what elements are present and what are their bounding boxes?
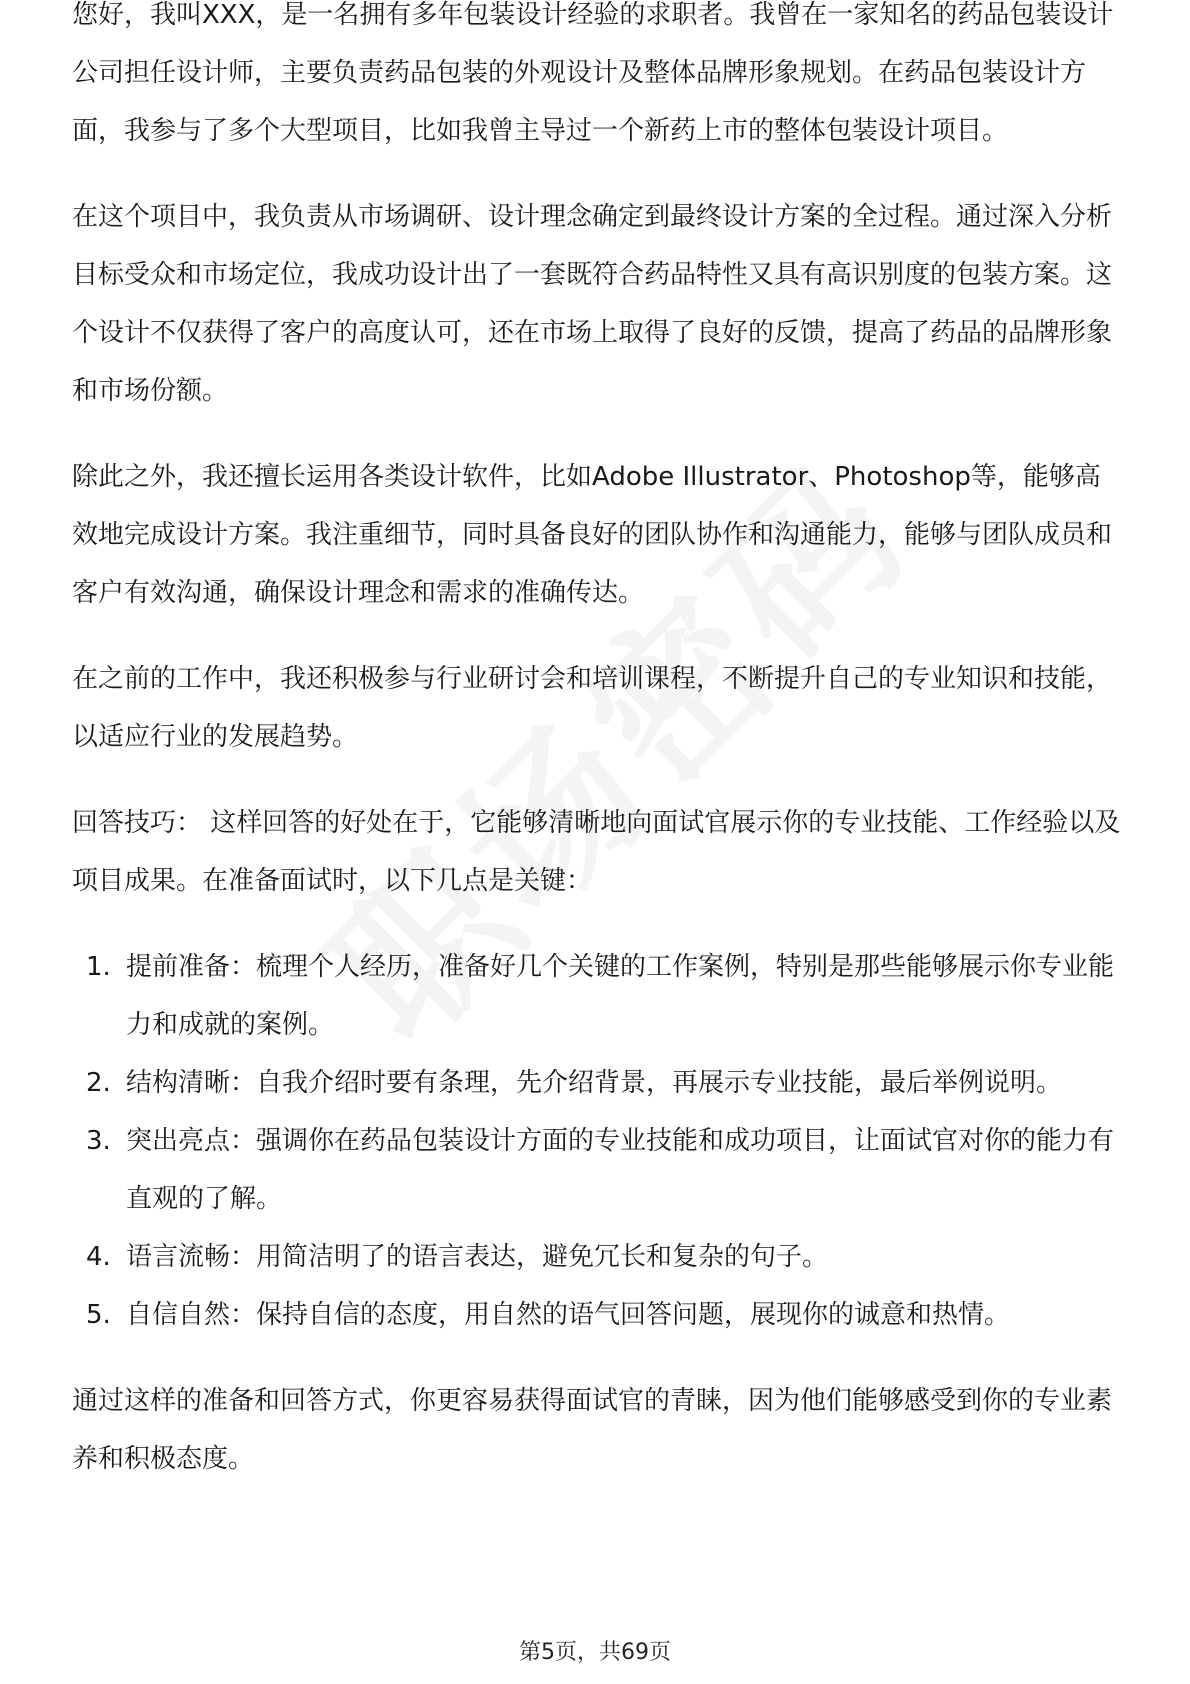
list-item — [72, 1286, 1122, 1344]
list-item-number: 3. — [86, 1126, 111, 1156]
paragraph-project: 在这个项目中，我负责从市场调研、设计理念确定到最终设计方案的全过程。通过深入分析目标受众和市场定位，我成功设计出了一套既符合药品特性又具有高识别度的包装方案。这个设计不仅获得了客户的高度认可，还在市场上取得了良好的反馈，提高了药品的品牌形象和市场份额。 — [72, 202, 1113, 406]
list-item — [72, 1112, 1122, 1228]
list-item-text: 语言流畅：用简洁明了的语言表达，避免冗长和复杂的句子。 — [126, 1242, 829, 1272]
page-number: 第5页，共69页 — [519, 1640, 671, 1665]
paragraph-conclusion: 通过这样的准备和回答方式，你更容易获得面试官的青睐，因为他们能够感受到你的专业素养和积极态度。 — [72, 1386, 1113, 1474]
paragraph-learning: 在之前的工作中，我还积极参与行业研讨会和培训课程，不断提升自己的专业知识和技能，以适应行业的发展趋势。 — [72, 664, 1113, 752]
document-body — [72, 0, 1122, 1516]
paragraph-intro: 您好，我叫XXX，是一名拥有多年包装设计经验的求职者。我曾在一家知名的药品包装设计公司担任设计师，主要负责药品包装的外观设计及整体品牌形象规划。在药品包装设计方面，我参与了多个大型项目，比如我曾主导过一个新药上市的整体包装设计项目。 — [72, 0, 1114, 146]
list-item — [72, 1228, 1122, 1286]
tips-list — [72, 938, 1122, 1344]
list-item — [72, 938, 1122, 1054]
list-item-number: 1. — [86, 952, 111, 982]
list-item-text: 提前准备：梳理个人经历，准备好几个关键的工作案例，特别是那些能够展示你专业能力和成就的案例。 — [126, 952, 1115, 1040]
list-item — [72, 1054, 1122, 1112]
list-item-number: 5. — [86, 1300, 111, 1330]
paragraph-tips-intro: 回答技巧： 这样回答的好处在于，它能够清晰地向面试官展示你的专业技能、工作经验以及项目成果。在准备面试时，以下几点是关键： — [72, 808, 1121, 896]
list-item-number: 4. — [86, 1242, 111, 1272]
list-item-text: 结构清晰：自我介绍时要有条理，先介绍背景，再展示专业技能，最后举例说明。 — [126, 1068, 1063, 1098]
paragraph-skills: 除此之外，我还擅长运用各类设计软件，比如Adobe Illustrator、Photoshop等，能够高效地完成设计方案。我注重细节，同时具备良好的团队协作和沟通能力，能够与团队成员和客户有效沟通，确保设计理念和需求的准确传达。 — [72, 462, 1113, 608]
list-item-text: 突出亮点：强调你在药品包装设计方面的专业技能和成功项目，让面试官对你的能力有直观的了解。 — [126, 1126, 1115, 1214]
list-item-number: 2. — [86, 1068, 111, 1098]
list-item-text: 自信自然：保持自信的态度，用自然的语气回答问题，展现你的诚意和热情。 — [126, 1300, 1011, 1330]
